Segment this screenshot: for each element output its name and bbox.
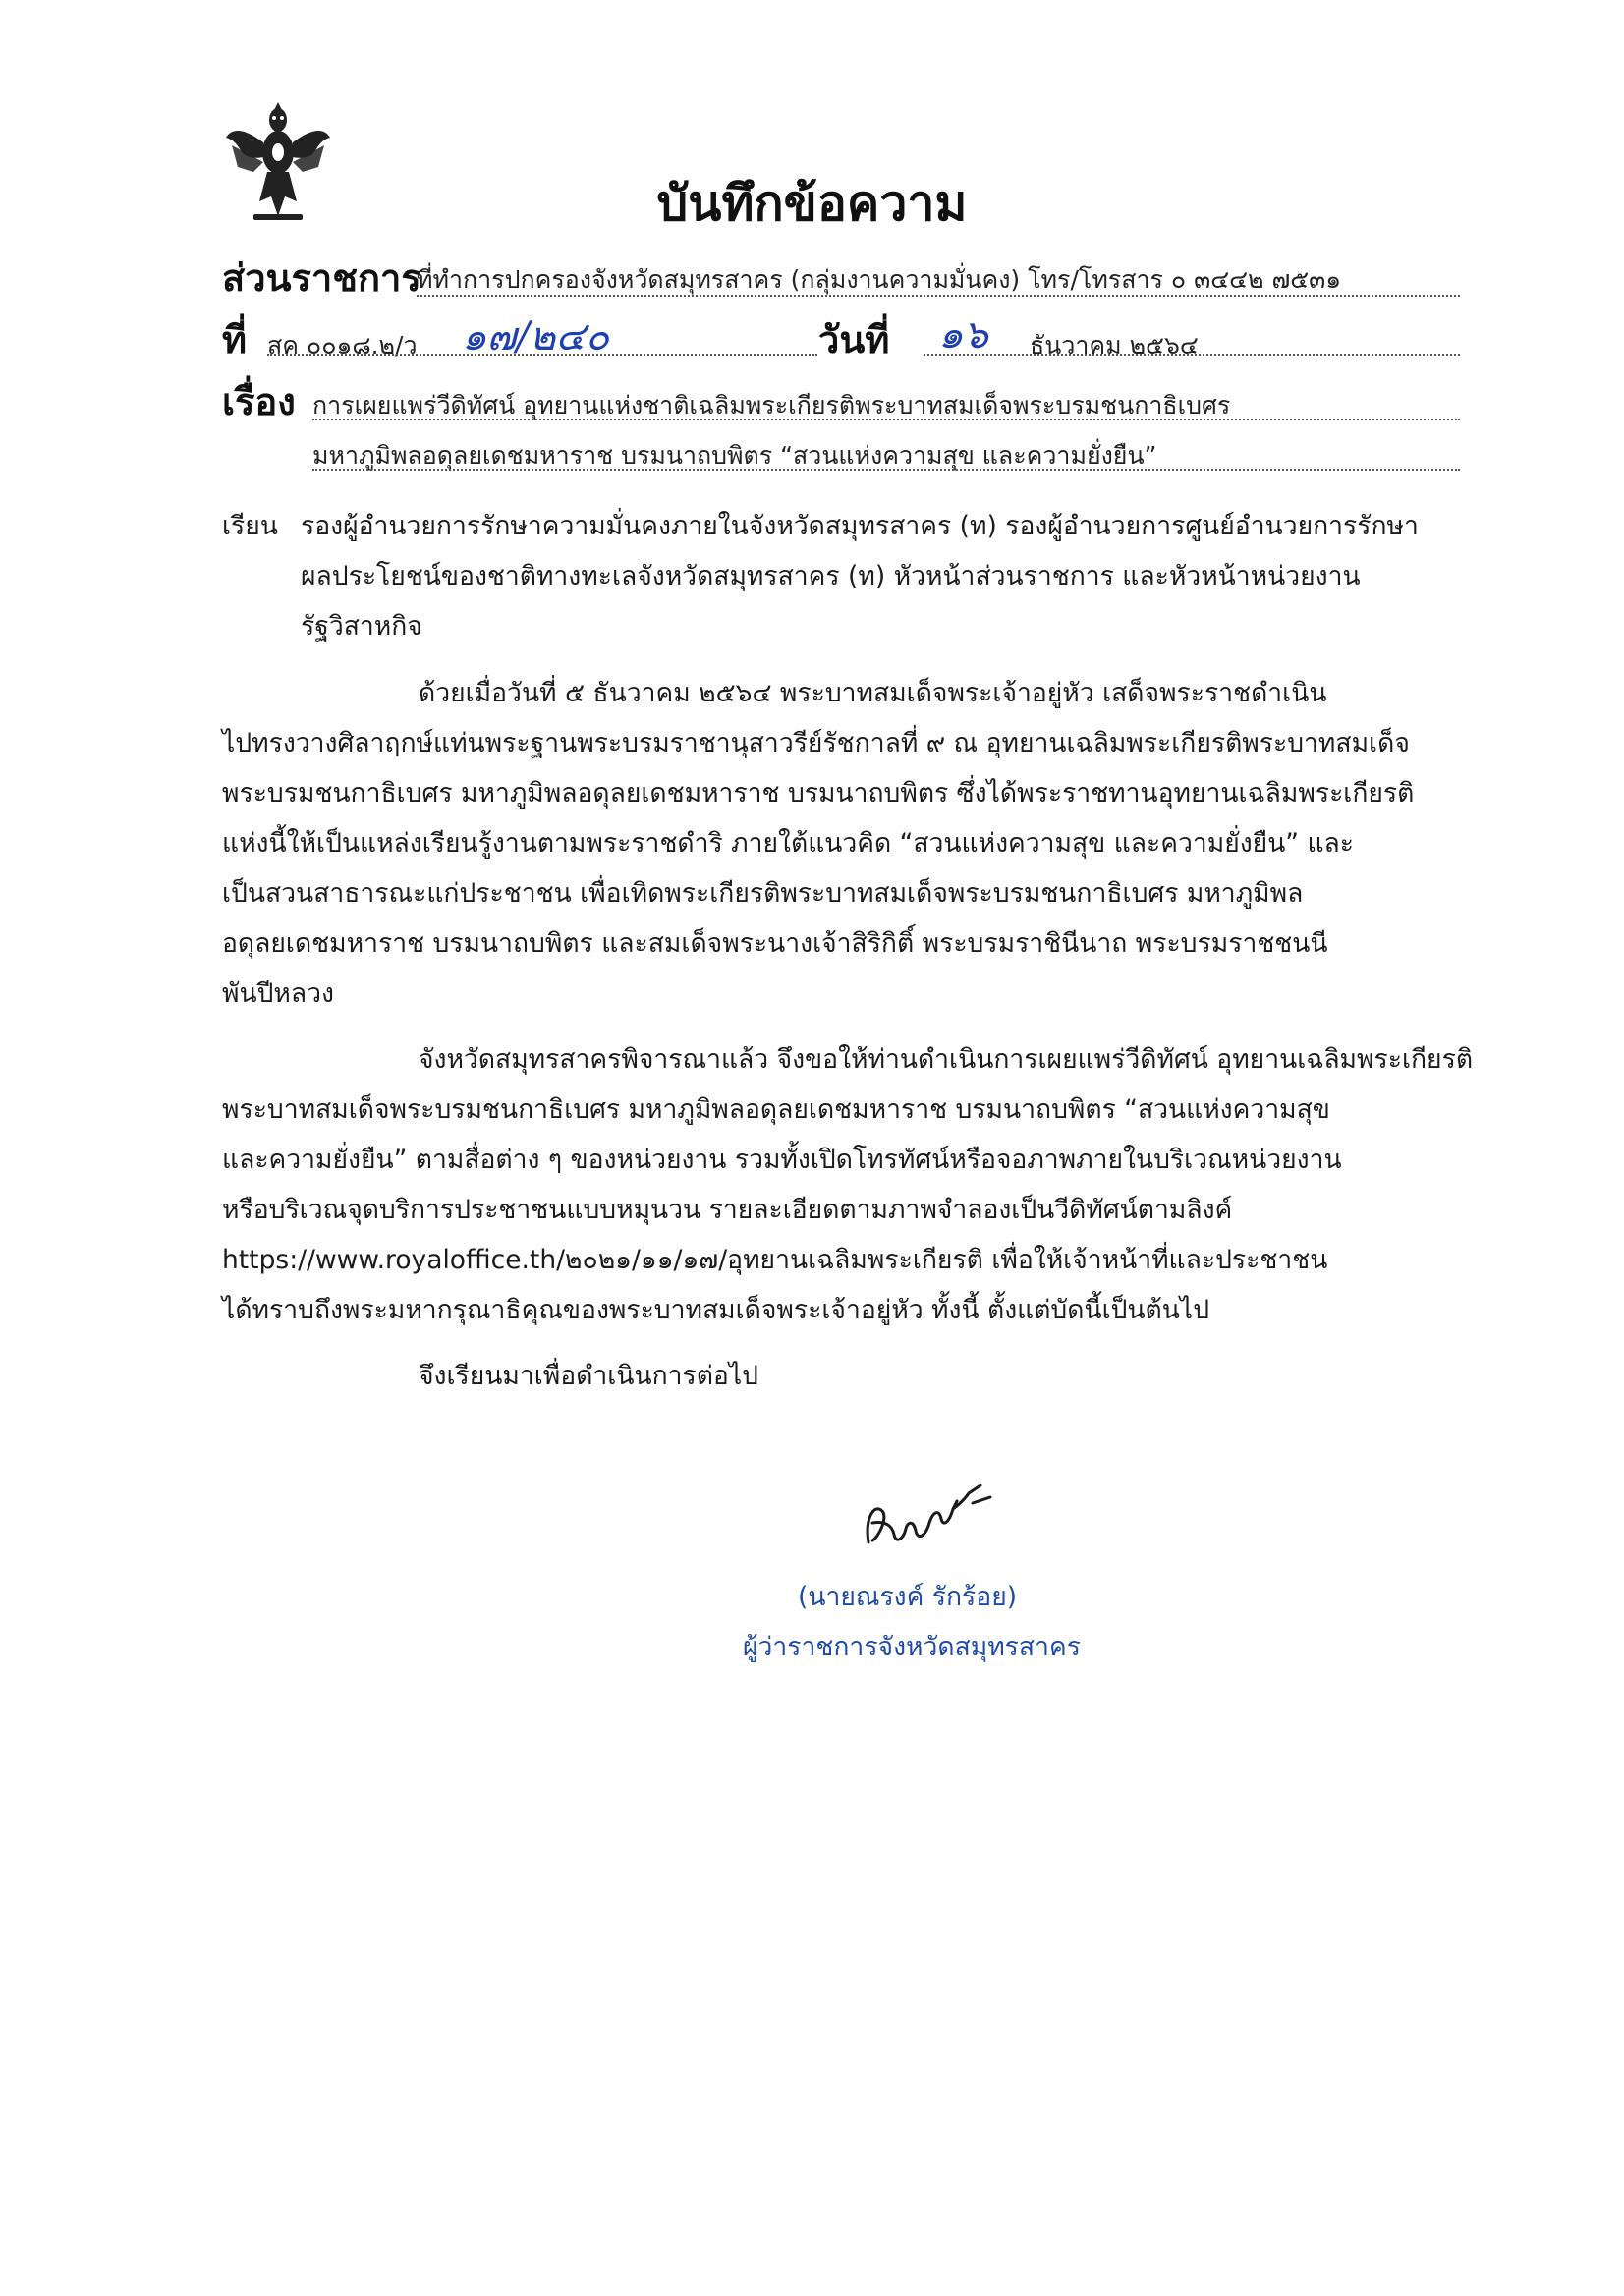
paragraph-2-line-4: หรือบริเวณจุดบริการประชาชนแบบหมุนวน รายละเอียดตามภาพจำลองเป็นวีดิทัศน์ตามลิงค์ — [222, 1195, 1233, 1225]
paragraph-2-line-5: https://www.royaloffice.th/๒๐๒๑/๑๑/๑๗/อุทยานเฉลิมพระเกียรติ เพื่อให้เจ้าหน้าที่และประชาชน — [222, 1245, 1328, 1275]
signatory-name: (นายณรงค์ รักร้อย) — [798, 1582, 1018, 1612]
department-value: ที่ทำการปกครองจังหวัดสมุทรสาคร (กลุ่มงานความมั่นคง) โทร/โทรสาร ๐ ๓๔๔๒ ๗๕๓๑ — [417, 265, 1342, 294]
closing-text: จึงเรียนมาเพื่อดำเนินการต่อไป — [419, 1361, 759, 1391]
ref-label: ที่ — [222, 318, 248, 362]
salutation-line-1: รองผู้อำนวยการรักษาความมั่นคงภายในจังหวัดสมุทรสาคร (ท) รองผู้อำนวยการศูนย์อำนวยการรักษา — [301, 511, 1419, 541]
subject-line-1: การเผยแพร่วีดิทัศน์ อุทยานแห่งชาติเฉลิมพระเกียรติพระบาทสมเด็จพระบรมชนกาธิเบศร — [312, 391, 1231, 420]
subject-dotline-1 — [312, 419, 1460, 420]
paragraph-1-line-4: แห่งนี้ให้เป็นแหล่งเรียนรู้งานตามพระราชดำริ ภายใต้แนวคิด “สวนแห่งความสุข และความยั่งยืน” และ — [222, 828, 1355, 859]
paragraph-2-line-2: พระบาทสมเด็จพระบรมชนกาธิเบศร มหาภูมิพลอดุลยเดชมหาราช บรมนาถบพิตร “สวนแห่งความสุข — [222, 1094, 1330, 1125]
handwritten-signature — [855, 1464, 1002, 1562]
ref-handwritten-number: ๑๗/๒๔๐ — [462, 314, 609, 360]
paragraph-1-line-7: พันปีหลวง — [222, 979, 334, 1009]
department-dotline — [417, 295, 1460, 297]
subject-label: เรื่อง — [222, 380, 296, 423]
date-handwritten-day: ๑๖ — [938, 312, 988, 358]
paragraph-1-line-1: ด้วยเมื่อวันที่ ๕ ธันวาคม ๒๕๖๔ พระบาทสมเด็จพระเจ้าอยู่หัว เสด็จพระราชดำเนิน — [419, 678, 1327, 708]
date-dotline — [924, 354, 1460, 356]
paragraph-2-line-1: จังหวัดสมุทรสาครพิจารณาแล้ว จึงขอให้ท่านดำเนินการเผยแพร่วีดิทัศน์ อุทยานเฉลิมพระเกียรติ — [419, 1044, 1474, 1075]
date-value: ธันวาคม ๒๕๖๔ — [1030, 331, 1199, 360]
salutation-line-2: ผลประโยชน์ของชาติทางทะเลจังหวัดสมุทรสาคร (ท) หัวหน้าส่วนราชการ และหัวหน้าหน่วยงาน — [301, 561, 1361, 591]
department-label: ส่วนราชการ — [222, 256, 421, 300]
page-title: บันทึกข้อความ — [656, 175, 968, 232]
ref-dotline — [267, 354, 817, 356]
subject-line-2: มหาภูมิพลอดุลยเดชมหาราช บรมนาถบพิตร “สวนแห่งความสุข และความยั่งยืน” — [312, 441, 1157, 470]
paragraph-2-line-6: ได้ทราบถึงพระมหากรุณาธิคุณของพระบาทสมเด็จพระเจ้าอยู่หัว ทั้งนี้ ตั้งแต่บัดนี้เป็นต้นไป — [222, 1295, 1210, 1325]
paragraph-1-line-5: เป็นสวนสาธารณะแก่ประชาชน เพื่อเทิดพระเกียรติพระบาทสมเด็จพระบรมชนกาธิเบศร มหาภูมิพล — [222, 878, 1304, 909]
paragraph-1-line-2: ไปทรงวางศิลาฤกษ์แท่นพระฐานพระบรมราชานุสาวรีย์รัชกาลที่ ๙ ณ อุทยานเฉลิมพระเกียรติพระบาทสมเด็จ — [222, 728, 1410, 758]
date-label: วันที่ — [818, 318, 890, 362]
paragraph-2-line-3: และความยั่งยืน” ตามสื่อต่าง ๆ ของหน่วยงาน รวมทั้งเปิดโทรทัศน์หรือจอภาพภายในบริเวณหน่วยงาน — [222, 1145, 1342, 1175]
paragraph-1-line-6: อดุลยเดชมหาราช บรมนาถบพิตร และสมเด็จพระนางเจ้าสิริกิติ์ พระบรมราชินีนาถ พระบรมราชชนนี — [222, 928, 1328, 959]
paragraph-1-line-3: พระบรมชนกาธิเบศร มหาภูมิพลอดุลยเดชมหาราช บรมนาถบพิตร ซึ่งได้พระราชทานอุทยานเฉลิมพระเกียรติ — [222, 778, 1415, 809]
signatory-position: ผู้ว่าราชการจังหวัดสมุทรสาคร — [743, 1632, 1081, 1662]
ref-value: สค ๐๐๑๘.๒/ว — [267, 331, 418, 360]
salutation-label: เรียน — [222, 511, 278, 541]
subject-dotline-2 — [312, 469, 1460, 471]
salutation-line-3: รัฐวิสาหกิจ — [301, 611, 422, 642]
